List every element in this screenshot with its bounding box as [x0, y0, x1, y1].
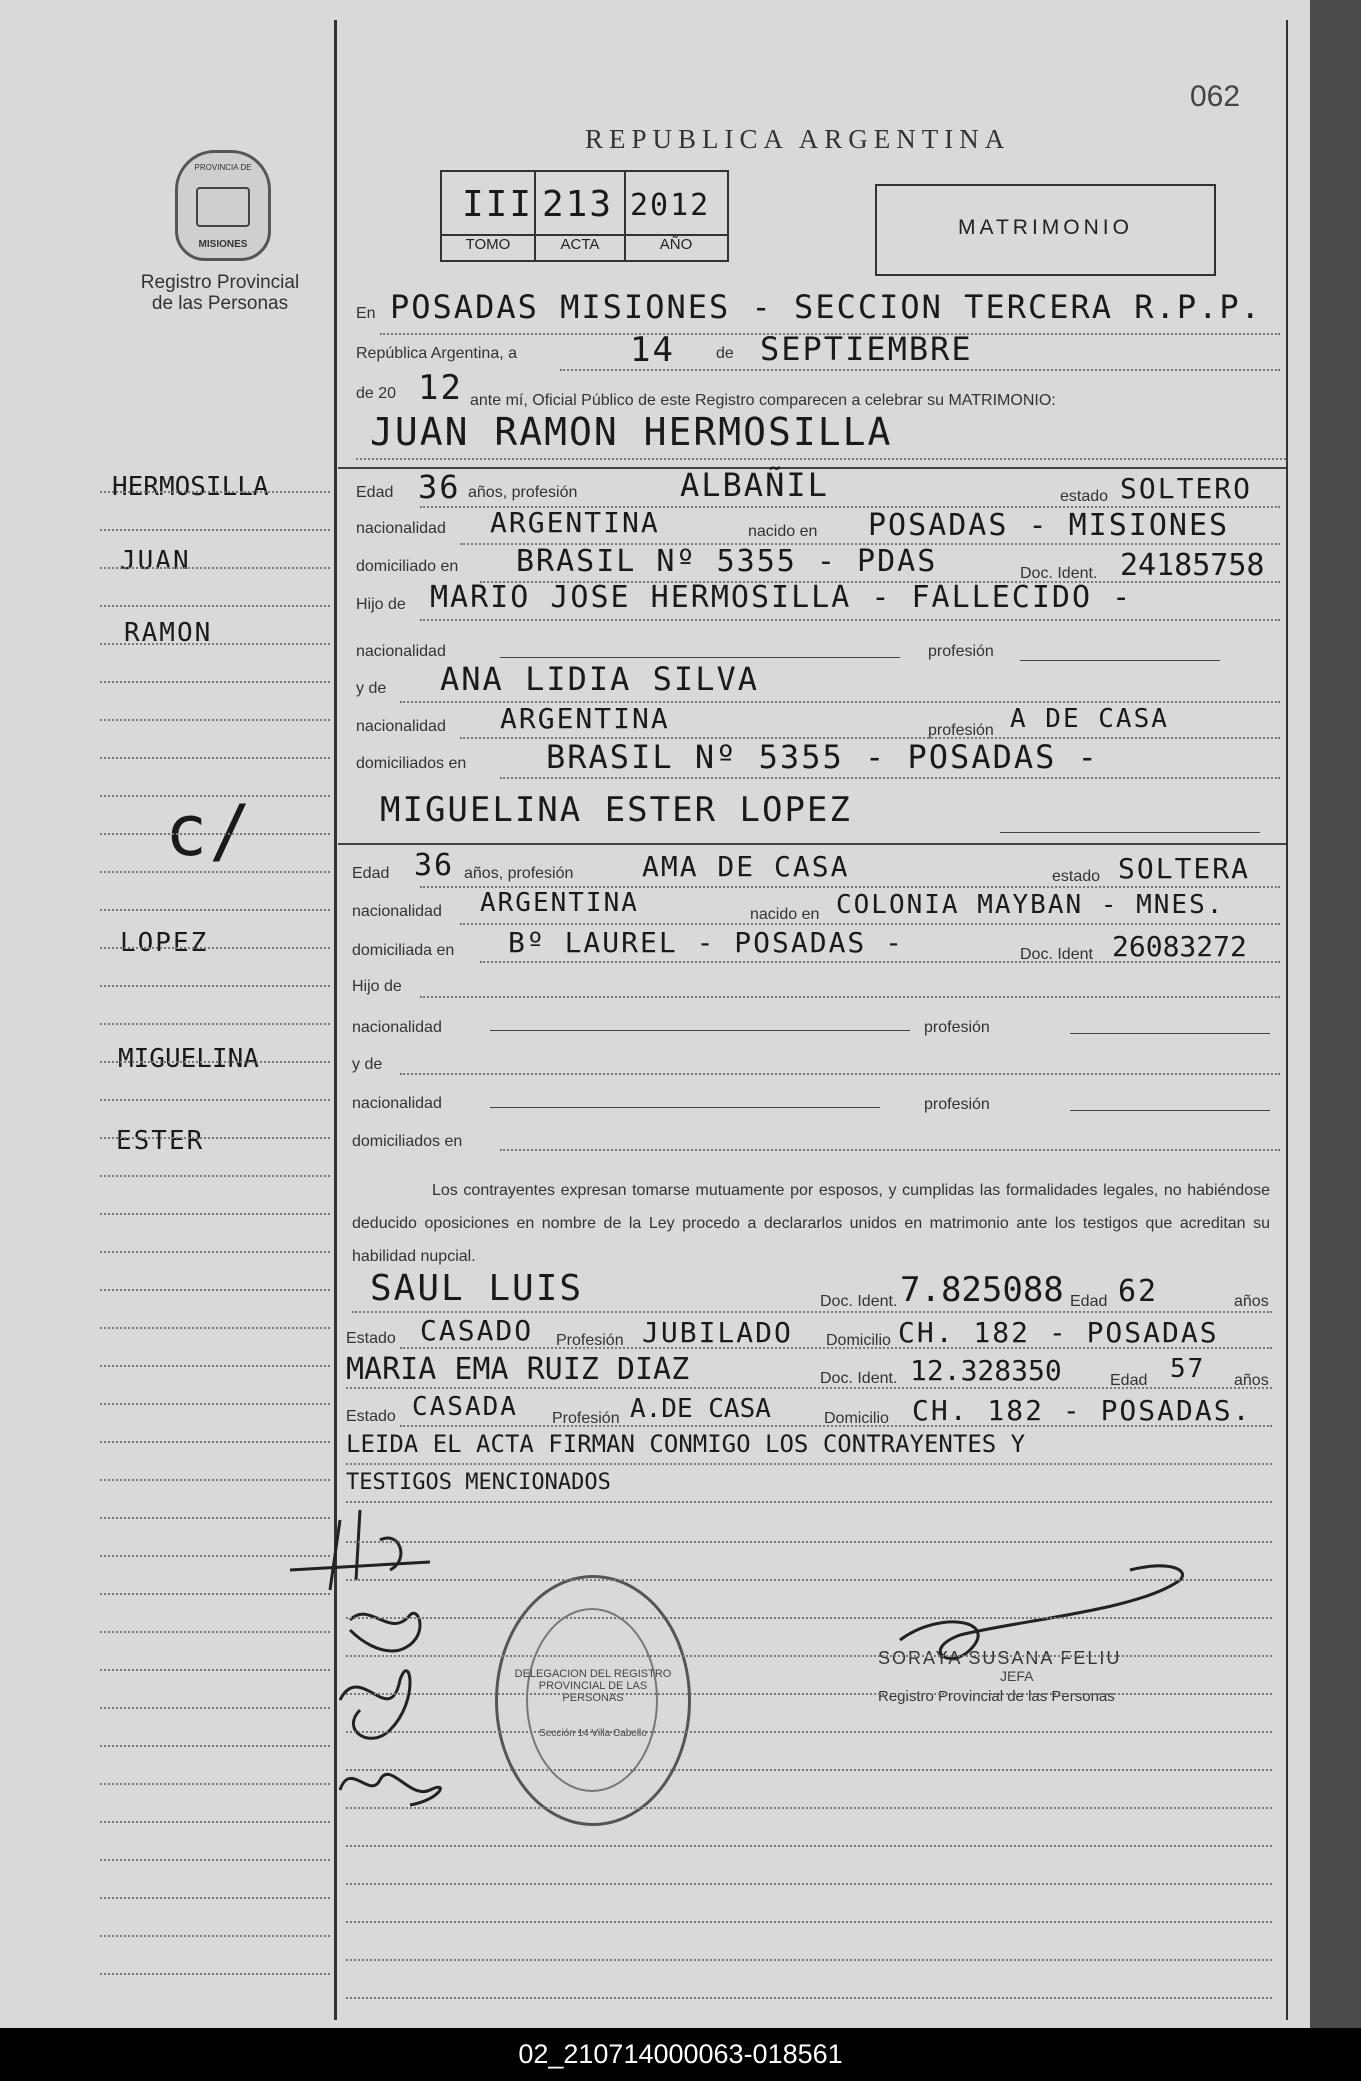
closing-line-2: TESTIGOS MENCIONADOS — [346, 1470, 611, 1495]
groom-father: MARIO JOSE HERMOSILLA - FALLECIDO - — [430, 580, 1133, 615]
margin-rule — [100, 1060, 330, 1063]
witness1-address: CH. 182 - POSADAS — [898, 1316, 1219, 1349]
margin-rule — [100, 604, 330, 607]
witness2-profession: A.DE CASA — [630, 1394, 771, 1424]
witness1-anios-label: años — [1234, 1293, 1269, 1310]
body-rule — [346, 1806, 1272, 1809]
anio-value: 2012 — [630, 188, 711, 223]
groom-parents-address: BRASIL Nº 5355 - POSADAS - — [546, 738, 1099, 776]
groom-nationality: ARGENTINA — [490, 506, 660, 539]
witness2-edad-label: Edad — [1110, 1372, 1148, 1389]
year-value: 12 — [418, 368, 463, 408]
bride-hijo-label: Hijo de — [352, 978, 402, 995]
groom-doc: 24185758 — [1120, 548, 1265, 583]
signatures-icon — [280, 1500, 480, 1830]
province-seal-icon: PROVINCIA DE MISIONES — [175, 150, 271, 261]
margin-rule — [100, 1478, 330, 1481]
bride-birthplace: COLONIA MAYBAN - MNES. — [836, 890, 1225, 920]
bride-doc: 26083272 — [1112, 930, 1247, 963]
bride-estado-label: estado — [1052, 868, 1101, 885]
bride-prof1-label: profesión — [924, 1019, 990, 1036]
margin-note-bride-first-name: MIGUELINA — [118, 1044, 259, 1074]
day-value: 14 — [630, 330, 675, 370]
witness1-doc: 7.825088 — [900, 1270, 1064, 1310]
witness2-civil-status: CASADA — [412, 1392, 518, 1422]
margin-note-bride-second-name: ESTER — [116, 1126, 205, 1156]
groom-birthplace: POSADAS - MISIONES — [868, 508, 1230, 543]
margin-rule — [100, 1972, 330, 1975]
scan-edge — [1310, 0, 1361, 2028]
groom-civil-status: SOLTERO — [1120, 472, 1253, 505]
body-rule — [346, 1730, 1272, 1733]
witness1-civil-status: CASADO — [420, 1314, 534, 1347]
bride-nat1-label: nacionalidad — [352, 1019, 442, 1036]
margin-rule — [100, 1592, 330, 1595]
groom-profession: ALBAÑIL — [680, 466, 829, 504]
margin-rule — [100, 1440, 330, 1443]
margin-rule — [100, 1022, 330, 1025]
groom-yde-label: y de — [356, 680, 387, 697]
ante-text: ante mí, Oficial Público de este Registro comparecen a celebrar su MATRIMONIO: — [470, 392, 1056, 409]
official-title: JEFA — [1000, 1668, 1034, 1684]
groom-mother-prof: A DE CASA — [1010, 704, 1169, 734]
groom-estado-label: estado — [1060, 488, 1109, 505]
groom-domiciliado-label: domiciliado en — [356, 558, 459, 575]
margin-rule — [100, 490, 330, 493]
bride-nationality: ARGENTINA — [480, 888, 639, 918]
footer-bar — [0, 2028, 1361, 2081]
groom-mother-prof-label: profesión — [928, 722, 994, 739]
body-rule — [346, 1958, 1272, 1961]
groom-father-nat-label: nacionalidad — [356, 643, 446, 660]
official-org: Registro Provincial de las Personas — [878, 1688, 1115, 1705]
witness2-doc: 12.328350 — [910, 1354, 1062, 1387]
groom-doc-label: Doc. Ident. — [1020, 565, 1098, 582]
margin-rule — [100, 1402, 330, 1405]
body-rule — [346, 1844, 1272, 1847]
body-rule — [346, 1768, 1272, 1771]
republica-label: República Argentina, a — [356, 345, 517, 362]
witness1-edad-label: Edad — [1070, 1293, 1108, 1310]
en-label: En — [356, 305, 376, 322]
margin-rule — [100, 1554, 330, 1557]
margin-rule — [100, 1858, 330, 1861]
margin-rule — [100, 642, 330, 645]
body-rule — [346, 1540, 1272, 1543]
margin-rule — [100, 1630, 330, 1633]
margin-rule — [100, 756, 330, 759]
registry-name: Registro Provincial de las Personas — [140, 272, 300, 314]
groom-hijo-label: Hijo de — [356, 596, 406, 613]
margin-rule — [100, 984, 330, 987]
record-type-box: MATRIMONIO — [875, 184, 1216, 276]
margin-rule — [100, 1820, 330, 1823]
bride-nat2-label: nacionalidad — [352, 1095, 442, 1112]
margin-note-bride-surname: LOPEZ — [120, 928, 209, 958]
body-rule — [346, 1882, 1272, 1885]
margin-rule — [100, 1174, 330, 1177]
margin-rule — [100, 1364, 330, 1367]
margin-rule — [100, 908, 330, 911]
body-rule — [346, 1616, 1272, 1619]
groom-edad-label: Edad — [356, 484, 394, 501]
groom-address: BRASIL Nº 5355 - PDAS — [516, 544, 938, 579]
margin-rule — [100, 1896, 330, 1899]
body-rule — [346, 1996, 1272, 1999]
bride-domiciliada-label: domiciliada en — [352, 942, 455, 959]
bride-doc-label: Doc. Ident — [1020, 946, 1093, 963]
acta-value: 213 — [542, 184, 614, 225]
body-rule — [346, 1920, 1272, 1923]
margin-rule — [100, 1516, 330, 1519]
month-value: SEPTIEMBRE — [760, 330, 973, 368]
bride-prof2-label: profesión — [924, 1096, 990, 1113]
bride-profession: AMA DE CASA — [642, 850, 850, 883]
witness1-doc-label: Doc. Ident. — [820, 1293, 898, 1310]
tomo-value: III — [462, 184, 534, 225]
margin-rule — [100, 1136, 330, 1139]
groom-mother-nat: ARGENTINA — [500, 702, 670, 735]
bride-nacionalidad-label: nacionalidad — [352, 903, 442, 920]
groom-mother: ANA LIDIA SILVA — [440, 660, 759, 698]
body-rule — [346, 1692, 1272, 1695]
body-rule — [346, 1578, 1272, 1581]
groom-parents-dom-label: domiciliados en — [356, 755, 467, 772]
margin-rule — [100, 794, 330, 797]
record-ref-table — [440, 170, 729, 262]
margin-rule — [100, 1288, 330, 1291]
witness1-domicilio-label: Domicilio — [826, 1332, 891, 1349]
witness1-estado-label: Estado — [346, 1330, 396, 1347]
witness2-domicilio-label: Domicilio — [824, 1410, 889, 1427]
witness1-name: SAUL LUIS — [370, 1268, 584, 1309]
witness2-doc-label: Doc. Ident. — [820, 1370, 898, 1387]
witness2-anios-label: años — [1234, 1372, 1269, 1389]
margin-rule — [100, 1250, 330, 1253]
groom-nacionalidad-label: nacionalidad — [356, 520, 446, 537]
bride-anios-profesion-label: años, profesión — [464, 865, 574, 882]
scan-id: 02_210714000063-018561 — [518, 2039, 843, 2069]
witness2-name: MARIA EMA RUIZ DIAZ — [346, 1352, 690, 1387]
margin-rule — [100, 1212, 330, 1215]
margin-rule — [100, 680, 330, 683]
closing-line-1: LEIDA EL ACTA FIRMAN CONMIGO LOS CONTRAYENTES Y — [346, 1430, 1026, 1458]
bride-yde-label: y de — [352, 1056, 383, 1073]
margin-note-second-name: RAMON — [124, 618, 213, 648]
witness2-estado-label: Estado — [346, 1408, 396, 1425]
margin-rule — [100, 718, 330, 721]
groom-age: 36 — [418, 468, 461, 506]
groom-anios-profesion-label: años, profesión — [468, 484, 578, 501]
margin-rule — [100, 566, 330, 569]
margin-note-first-name: JUAN — [120, 546, 191, 576]
official-name: SORAYA SUSANA FELIU — [878, 1648, 1122, 1668]
acta-label: ACTA — [560, 236, 600, 253]
margin-rule — [100, 1782, 330, 1785]
margin-rule — [100, 1326, 330, 1329]
witness2-age: 57 — [1170, 1354, 1206, 1384]
margin-rule — [100, 1934, 330, 1937]
margin-rule — [100, 832, 330, 835]
de-label: de — [716, 345, 734, 362]
body-rule — [346, 1654, 1272, 1657]
bride-edad-label: Edad — [352, 865, 390, 882]
witness2-profesion-label: Profesión — [552, 1410, 620, 1427]
witness1-profession: JUBILADO — [642, 1316, 793, 1349]
margin-rule — [100, 528, 330, 531]
anio-label: AÑO — [659, 236, 693, 253]
witness2-address: CH. 182 - POSADAS. — [912, 1394, 1252, 1427]
place-value: POSADAS MISIONES - SECCION TERCERA R.P.P. — [390, 288, 1262, 326]
margin-rule — [100, 1098, 330, 1101]
bride-nacido-label: nacido en — [750, 906, 820, 923]
margin-rule — [100, 1744, 330, 1747]
year-prefix-label: de 20 — [356, 385, 397, 402]
witness1-profesion-label: Profesión — [556, 1332, 624, 1349]
groom-name: JUAN RAMON HERMOSILLA — [370, 410, 893, 454]
margin-rule — [100, 946, 330, 949]
bride-address: Bº LAUREL - POSADAS - — [508, 926, 905, 959]
bride-dom-label: domiciliados en — [352, 1133, 463, 1150]
registry-stamp: DELEGACION DEL REGISTRO PROVINCIAL DE LAS PERSONAS Sección 14 Villa Cabello — [495, 1575, 691, 1826]
margin-rule — [100, 1706, 330, 1709]
page-number: 062 — [1190, 80, 1241, 113]
country-title: REPUBLICA ARGENTINA — [585, 124, 1011, 154]
bride-age: 36 — [414, 848, 455, 883]
declaration-text: Los contrayentes expresan tomarse mutuamente por esposos, y cumplidas las formalidades legales, no habiéndose deducido oposiciones en nombre de la Ley procedo a declararlos unidos en matrimonio ante los testigos que acreditan su habilidad nupcial. — [352, 1182, 1270, 1265]
margin-rule — [100, 870, 330, 873]
margin-rule — [100, 1668, 330, 1671]
groom-father-prof-label: profesión — [928, 643, 994, 660]
groom-nacido-label: nacido en — [748, 523, 818, 540]
bride-name: MIGUELINA ESTER LOPEZ — [380, 790, 852, 830]
margin-note-con: c/ — [165, 790, 254, 872]
margin-note-surname: HERMOSILLA — [112, 472, 269, 502]
tomo-label: TOMO — [465, 236, 511, 253]
witness1-age: 62 — [1118, 1274, 1159, 1309]
groom-mother-nat-label: nacionalidad — [356, 718, 446, 735]
right-column-rule — [1286, 20, 1288, 2020]
bride-civil-status: SOLTERA — [1118, 852, 1251, 885]
